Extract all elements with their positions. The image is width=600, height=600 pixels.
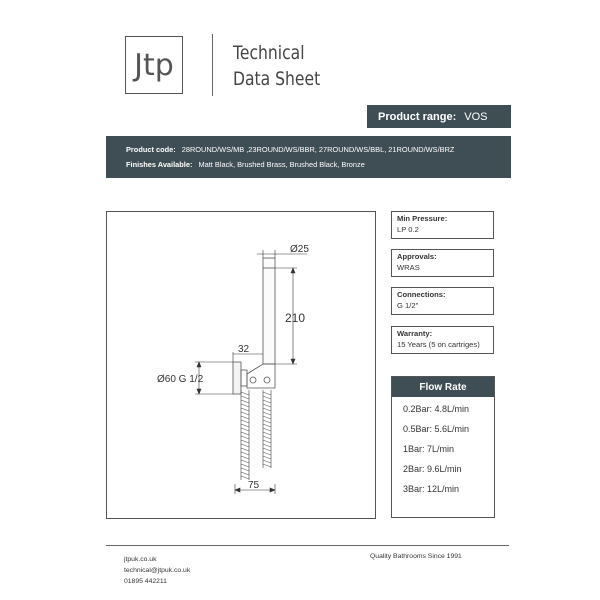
hose-coil-mark: [241, 424, 249, 427]
dim-height: 210: [285, 311, 306, 325]
hose-coil-mark: [241, 456, 249, 459]
header-divider: [212, 34, 213, 96]
product-range-value: VOS: [464, 110, 488, 123]
flow-rate-row: 2Bar: 9.6L/min: [403, 464, 462, 474]
hose-coil-mark: [263, 460, 271, 463]
hose-coil-mark: [241, 396, 249, 399]
hose-coil-mark: [263, 408, 271, 411]
hose-coil-mark: [241, 428, 249, 431]
dim-outlet: Ø60 G 1/2: [157, 374, 204, 385]
hose-coil-mark: [241, 448, 249, 451]
title-line-1: Technical: [233, 42, 305, 64]
spec-label: Approvals:: [397, 252, 437, 261]
footer-phone: 01895 442211: [124, 578, 167, 585]
flow-rate-box: [391, 376, 495, 518]
spec-approvals: [391, 249, 494, 277]
finishes-value: Matt Black, Brushed Brass, Brushed Black, Bronze: [198, 160, 365, 169]
product-code-value: 28ROUND/WS/MB ,23ROUND/WS/BBR, 27ROUND/WS/BBL, 21ROUND/WS/BRZ: [181, 145, 455, 154]
hose-coil-mark: [263, 444, 271, 447]
product-info-bar: [106, 136, 511, 178]
flow-rate-row: 0.5Bar: 5.6L/min: [403, 424, 470, 434]
jtp-logo: [125, 36, 183, 94]
hose-coil-mark: [263, 424, 271, 427]
spec-value: 15 Years (5 on cartriges): [397, 340, 480, 349]
product-code-label: Product code:: [126, 145, 176, 154]
dim-width: 75: [248, 480, 260, 491]
dim-depth: 32: [238, 344, 250, 355]
spec-value: LP 0.2: [397, 225, 419, 234]
hose-coil-mark: [241, 404, 249, 407]
hose-coil-mark: [241, 416, 249, 419]
spec-label: Min Pressure:: [397, 214, 448, 223]
hose-coil-mark: [263, 440, 271, 443]
logo-text: Jtp: [134, 47, 174, 83]
hose-coil-mark: [263, 428, 271, 431]
spec-min-pressure: [391, 211, 494, 239]
spec-connections: [391, 287, 494, 315]
spec-label: Connections:: [397, 290, 446, 299]
footer-email[interactable]: technical@jtpuk.co.uk: [124, 567, 191, 574]
hose-coil-mark: [241, 420, 249, 423]
flow-rate-row: 1Bar: 7L/min: [403, 444, 455, 454]
footer-tagline: Quality Bathrooms Since 1991: [370, 553, 462, 560]
hose-coil-mark: [263, 392, 271, 395]
hose-coil-mark: [241, 408, 249, 411]
hose-coil-mark: [241, 460, 249, 463]
technical-drawing-panel: [106, 211, 376, 519]
hose-coil-mark: [241, 468, 249, 471]
spec-value: WRAS: [397, 263, 420, 272]
hose-coil-mark: [263, 412, 271, 415]
dim-diameter-top: Ø25: [290, 244, 309, 255]
hose-coil-mark: [241, 452, 249, 455]
flow-rate-title: Flow Rate: [392, 377, 494, 397]
hose-coil-mark: [241, 472, 249, 475]
hose-coil-mark: [241, 436, 249, 439]
hose-coil-mark: [263, 404, 271, 407]
flow-rate-row: 3Bar: 12L/min: [403, 484, 460, 494]
hose-coil-mark: [241, 464, 249, 467]
footer-divider: [106, 545, 509, 546]
hose-coil-mark: [263, 432, 271, 435]
flow-rate-row: 0.2Bar: 4.8L/min: [403, 404, 470, 414]
footer-website[interactable]: jtpuk.co.uk: [124, 556, 157, 563]
hose-coil-mark: [241, 444, 249, 447]
finishes-row: [126, 157, 511, 172]
document-title: [233, 40, 331, 92]
spec-value: G 1/2": [397, 301, 419, 310]
product-range-box: [367, 105, 511, 128]
hose-coil-mark: [263, 456, 271, 459]
hose-coil-mark: [241, 392, 249, 395]
hose-coil-mark: [241, 412, 249, 415]
hose-coil-mark: [263, 464, 271, 467]
technical-drawing: [107, 212, 375, 518]
hose-coil-mark: [263, 416, 271, 419]
finishes-label: Finishes Available:: [126, 160, 193, 169]
hose-coil-mark: [241, 400, 249, 403]
footer-contact: [124, 554, 190, 587]
hose-coil-mark: [241, 476, 249, 479]
product-range-label: Product range:: [378, 110, 457, 123]
hose-coil-mark: [263, 400, 271, 403]
hose-coil-mark: [241, 440, 249, 443]
hose-coil-mark: [263, 436, 271, 439]
title-line-2: Data Sheet: [233, 68, 321, 90]
hose-coil-mark: [263, 420, 271, 423]
product-code-row: [126, 142, 511, 157]
hose-coil-mark: [241, 432, 249, 435]
hose-coil-mark: [263, 396, 271, 399]
spec-label: Warranty:: [397, 329, 433, 338]
hose-coil-mark: [263, 448, 271, 451]
hose-coil-mark: [263, 452, 271, 455]
spec-warranty: [391, 326, 494, 354]
